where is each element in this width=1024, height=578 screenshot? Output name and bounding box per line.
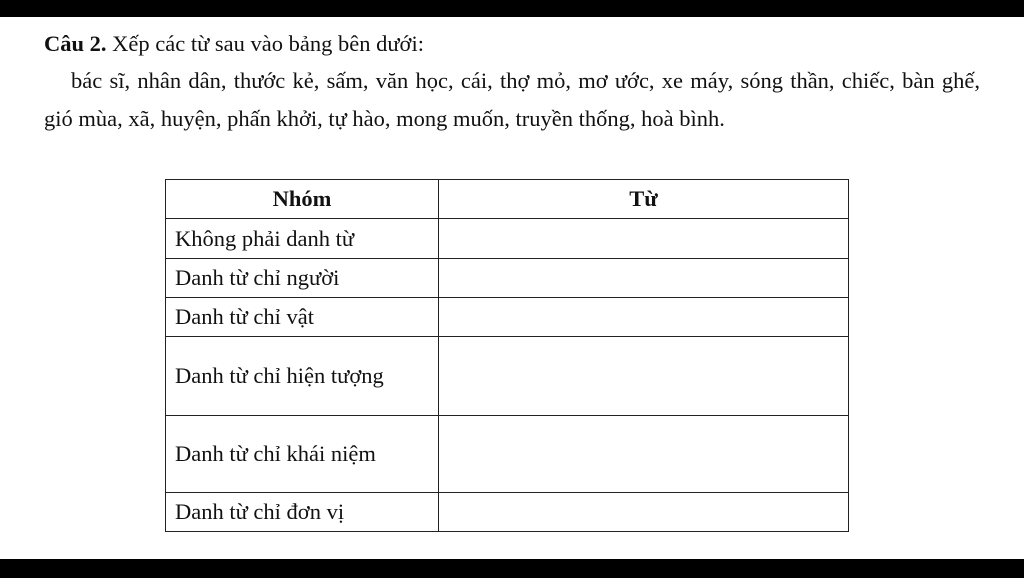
table-row — [166, 416, 849, 493]
table-row — [166, 493, 849, 532]
classification-table — [165, 179, 849, 532]
document-page — [0, 17, 1024, 559]
words-cell — [439, 219, 849, 259]
table-row — [166, 259, 849, 298]
group-cell: Danh từ chỉ đơn vị — [166, 493, 439, 532]
words-cell — [439, 493, 849, 532]
word-list: bác sĩ, nhân dân, thước kẻ, sấm, văn học, cái, thợ mỏ, mơ ước, xe máy, sóng thần, chiếc, bàn ghế, gió mùa, xã, huyện, phấn khởi, tự hào, mong muốn, truyền thống, hoà bình. — [44, 68, 980, 131]
table-row — [166, 219, 849, 259]
words-cell — [439, 298, 849, 337]
question-heading — [44, 25, 424, 63]
words-cell — [439, 337, 849, 416]
group-cell: Danh từ chỉ khái niệm — [166, 416, 439, 493]
table-header-row — [166, 180, 849, 219]
words-cell — [439, 416, 849, 493]
words-cell — [439, 259, 849, 298]
top-black-bar — [0, 0, 1024, 17]
header-words: Từ — [439, 180, 849, 219]
table-row — [166, 298, 849, 337]
group-cell: Danh từ chỉ hiện tượng — [166, 337, 439, 416]
group-cell: Danh từ chỉ vật — [166, 298, 439, 337]
group-cell: Danh từ chỉ người — [166, 259, 439, 298]
question-number: Câu 2. — [44, 31, 107, 56]
question-instruction: Xếp các từ sau vào bảng bên dưới: — [106, 31, 424, 56]
group-cell: Không phải danh từ — [166, 219, 439, 259]
bottom-black-bar — [0, 559, 1024, 578]
table-row — [166, 337, 849, 416]
header-group: Nhóm — [166, 180, 439, 219]
